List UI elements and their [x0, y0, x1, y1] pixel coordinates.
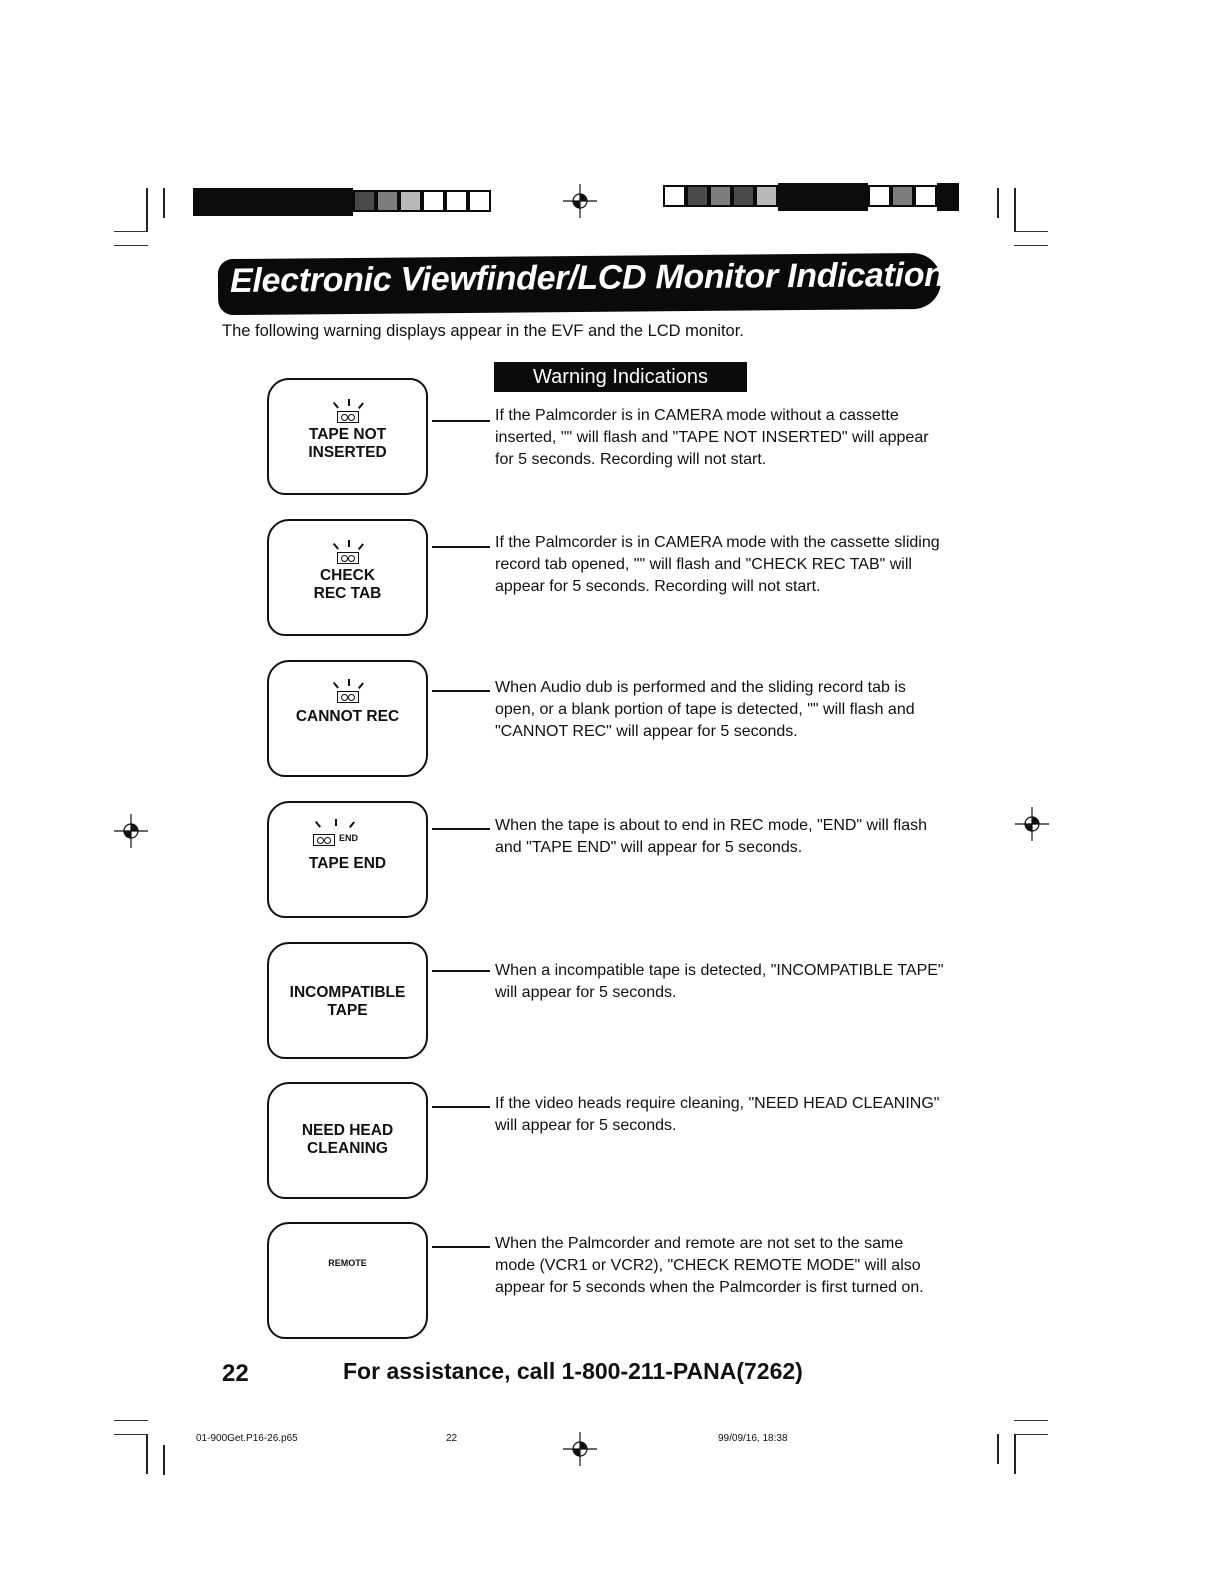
display-label: INCOMPATIBLE TAPE	[289, 984, 406, 1019]
registration-mark-icon	[114, 814, 148, 848]
item-description: When the tape is about to end in REC mode, "END" will flash and "TAPE END" will appear for 5 seconds.	[495, 817, 928, 856]
monitor-display	[267, 1222, 428, 1339]
crop-mark	[1014, 245, 1048, 246]
connector-line	[432, 828, 490, 830]
crop-mark	[114, 245, 148, 246]
crop-mark	[146, 188, 148, 232]
slug-page: 22	[446, 1433, 458, 1444]
crop-mark	[1014, 188, 1016, 232]
item-description: When Audio dub is performed and the sliding record tab is open, or a blank portion of tape is detected, "" will flash and "CANNOT REC" will appear for 5 seconds.	[495, 679, 915, 740]
crop-mark	[997, 1434, 999, 1464]
monitor-display	[267, 1082, 428, 1199]
monitor-display	[267, 378, 428, 495]
crop-mark	[163, 1445, 165, 1475]
item-description: When a incompatible tape is detected, "INCOMPATIBLE TAPE" will appear for 5 seconds.	[495, 962, 944, 1001]
connector-line	[432, 1106, 490, 1108]
connector-line	[432, 420, 490, 422]
monitor-display	[267, 801, 428, 918]
crop-mark	[1014, 231, 1048, 232]
registration-mark-icon	[563, 184, 597, 218]
registration-mark-icon	[1015, 807, 1049, 841]
monitor-display	[267, 942, 428, 1059]
item-description: If the Palmcorder is in CAMERA mode without a cassette inserted, "" will flash and "TAPE NOT INSERTED" will appear for 5 seconds. Recording will not start.	[495, 407, 929, 468]
crop-mark	[114, 1420, 148, 1421]
cassette-icon	[337, 411, 359, 423]
registration-mark-icon	[563, 1432, 597, 1466]
display-label: TAPE NOT INSERTED	[308, 426, 387, 461]
monitor-display	[267, 519, 428, 636]
crop-mark	[997, 188, 999, 218]
display-label: NEED HEAD CLEANING	[301, 1122, 394, 1157]
display-label: CHECK REC TAB	[313, 567, 382, 602]
cassette-icon	[337, 691, 359, 703]
connector-line	[432, 970, 490, 972]
display-label: TAPE END	[308, 855, 387, 872]
crop-mark	[146, 1434, 148, 1474]
cassette-icon	[313, 834, 335, 846]
connector-line	[432, 546, 490, 548]
color-bar-right	[663, 183, 959, 211]
item-description: When the Palmcorder and remote are not set to the same mode (VCR1 or VCR2), "CHECK REMOTE MODE" will also appear for 5 seconds when the Palmcorder is first turned on.	[495, 1235, 924, 1296]
display-label: CANNOT REC	[295, 708, 400, 725]
page-title: Electronic Viewfinder/LCD Monitor Indications	[229, 255, 964, 300]
display-label: REMOTE	[328, 1258, 367, 1268]
crop-mark	[114, 1434, 148, 1435]
section-heading: Warning Indications	[494, 362, 747, 392]
page-number: 22	[222, 1360, 249, 1387]
slug-timestamp: 99/09/16, 18:38	[718, 1433, 788, 1444]
end-indicator: END	[339, 833, 359, 843]
item-description: If the Palmcorder is in CAMERA mode with the cassette sliding record tab opened, "" will flash and "CHECK REC TAB" will appear for 5 seconds. Recording will not start.	[495, 534, 940, 595]
crop-mark	[1014, 1434, 1016, 1474]
connector-line	[432, 690, 490, 692]
crop-mark	[1014, 1420, 1048, 1421]
color-bar-left	[193, 188, 491, 216]
intro-text: The following warning displays appear in the EVF and the LCD monitor.	[222, 322, 744, 340]
crop-mark	[1014, 1434, 1048, 1435]
crop-mark	[163, 188, 165, 218]
monitor-display	[267, 660, 428, 777]
connector-line	[432, 1246, 490, 1248]
slug-filename: 01-900Get.P16-26.p65	[196, 1433, 298, 1444]
item-description: If the video heads require cleaning, "NEED HEAD CLEANING" will appear for 5 seconds.	[495, 1095, 940, 1134]
crop-mark	[114, 231, 148, 232]
assistance-line: For assistance, call 1-800-211-PANA(7262)	[343, 1358, 803, 1384]
cassette-icon	[337, 552, 359, 564]
